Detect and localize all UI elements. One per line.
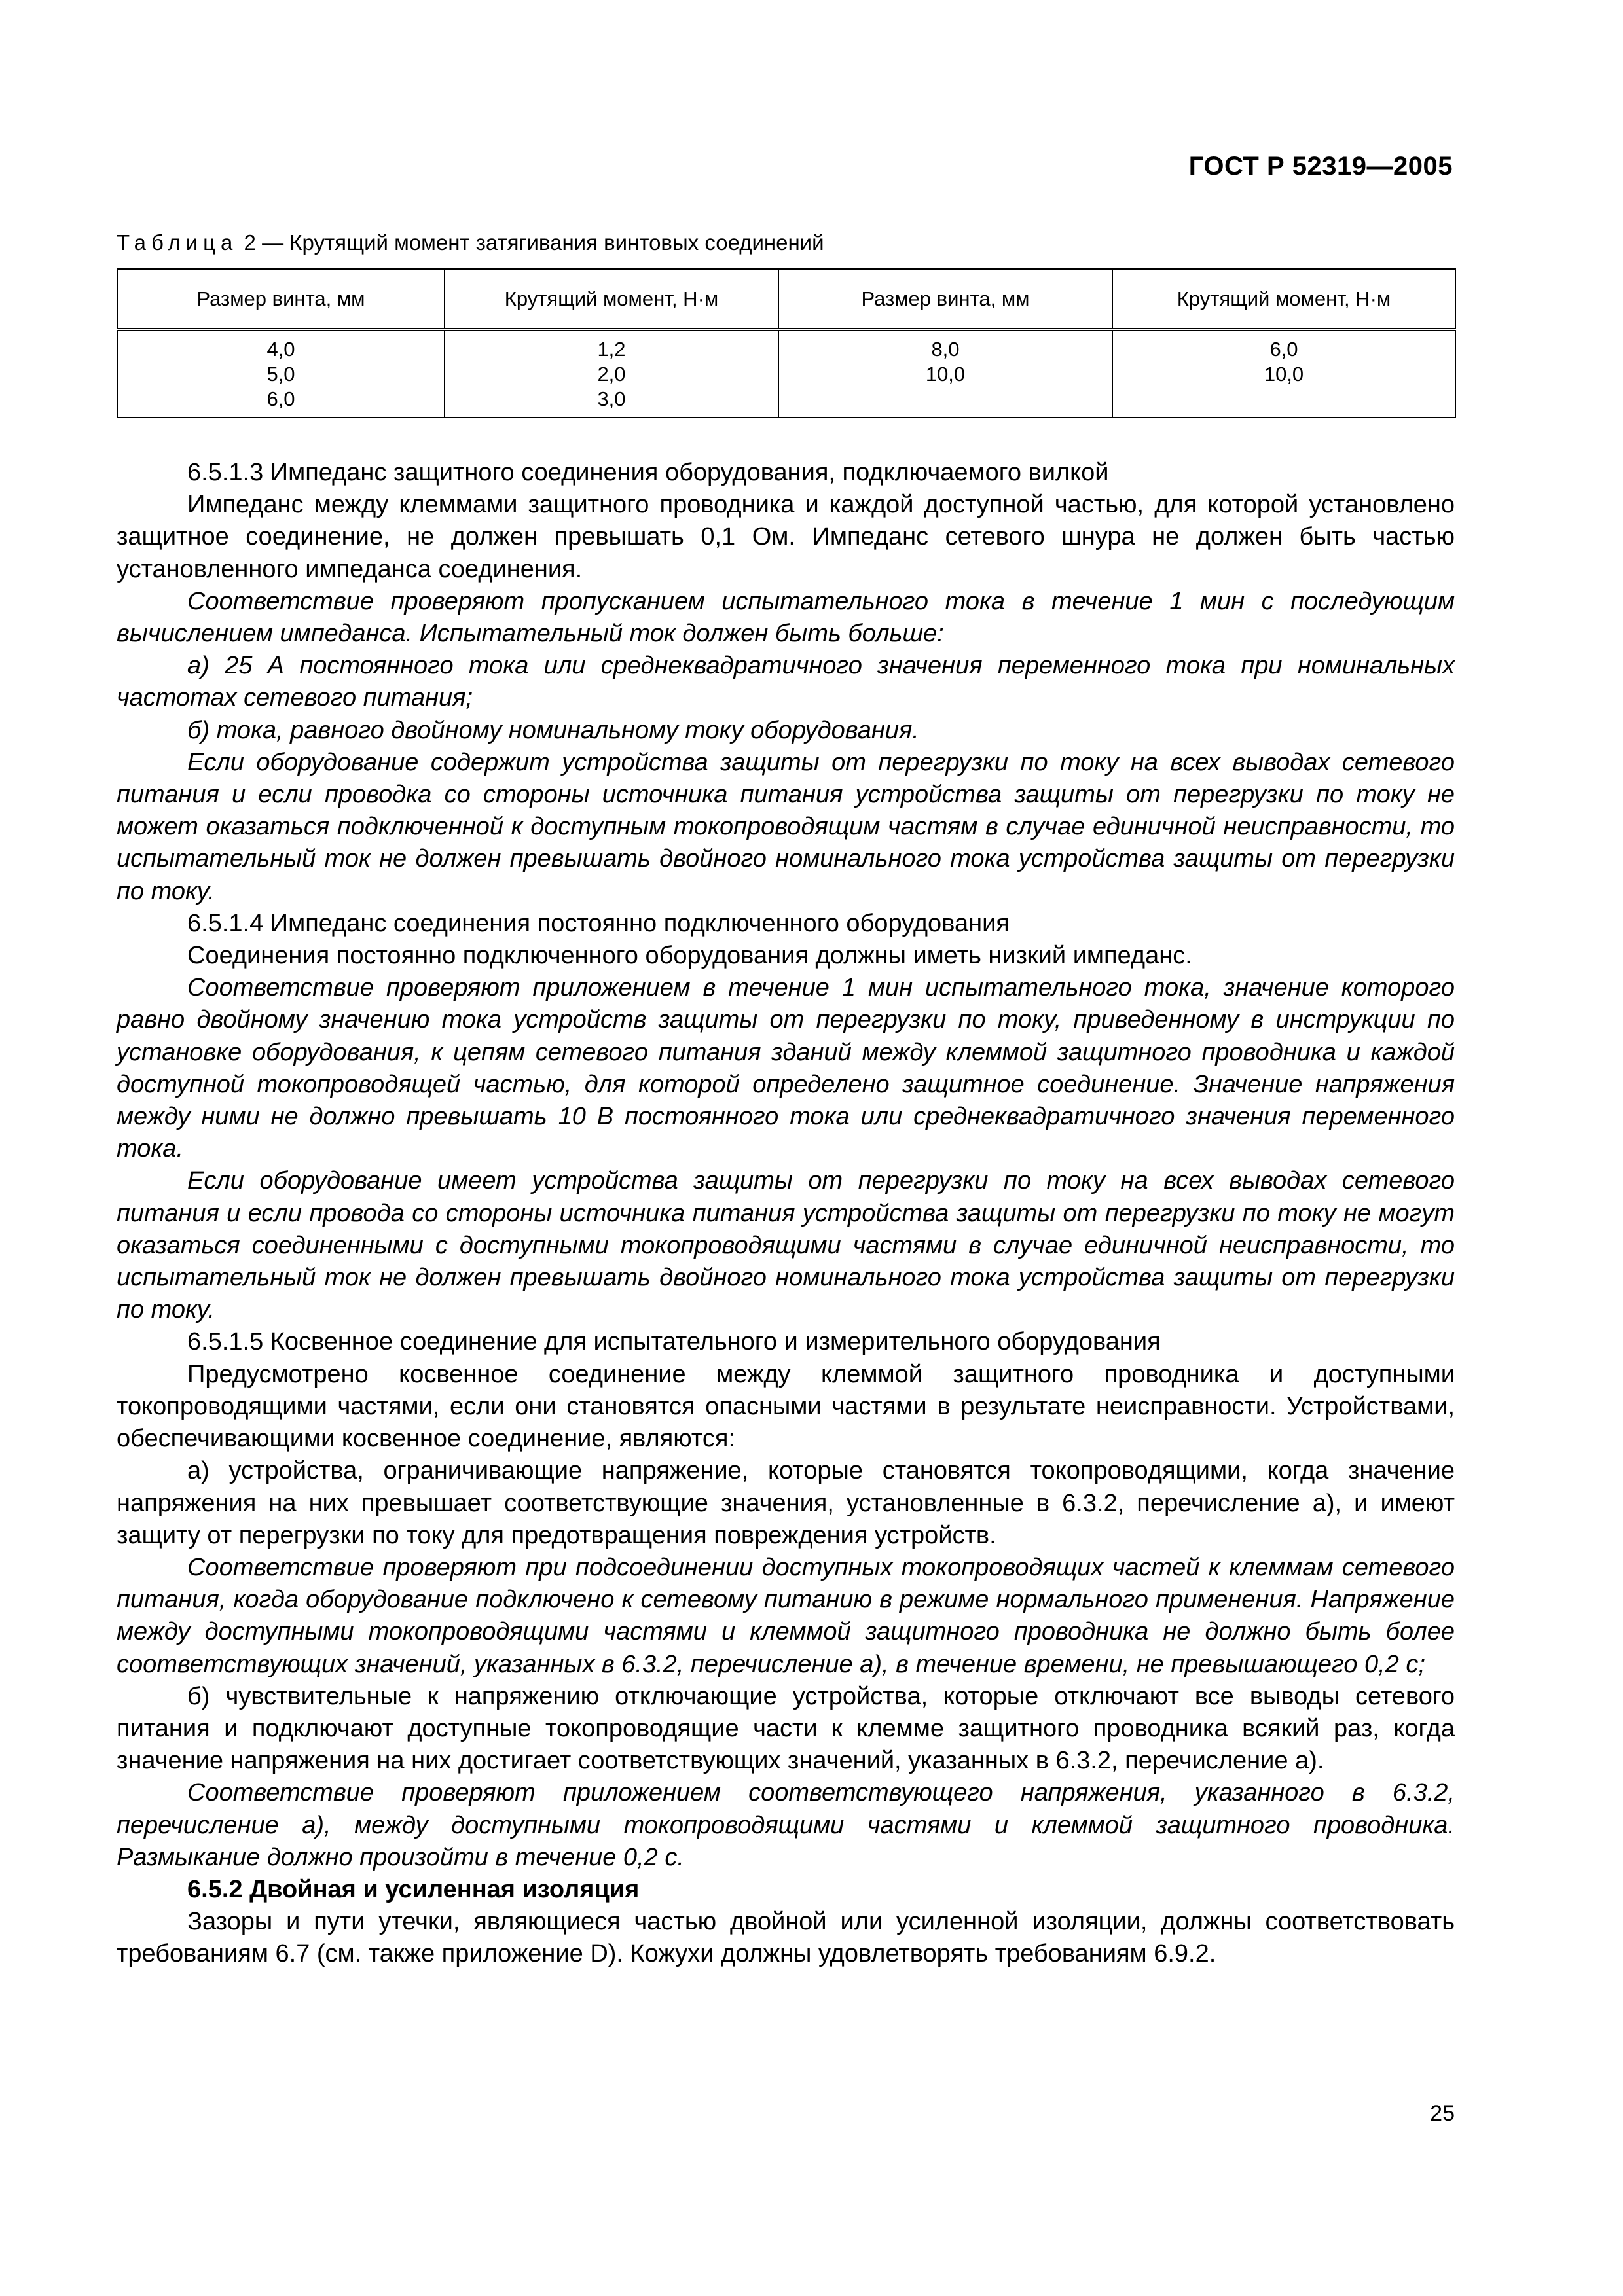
column-header-screw-size-2: Размер винта, мм bbox=[778, 269, 1112, 329]
cell-value: 10,0 bbox=[1264, 363, 1304, 386]
paragraph: Зазоры и пути утечки, являющиеся частью двойной или усиленной изоляции, должны соответствовать требованиям 6.7 (см. также приложение D). Кожухи должны удовлетворять требованиям 6.9.2. bbox=[117, 1908, 1455, 1968]
paragraph: Предусмотрено косвенное соединение между клеммой защитного проводника и доступными токопроводящими частями, если они становятся опасными частями в результате неисправности. Устройствами, обеспечивающими косвенное соединение, являются: bbox=[117, 1360, 1455, 1453]
heading-6-5-2: 6.5.2 Двойная и усиленная изоляция bbox=[187, 1875, 640, 1903]
cell-value: 8,0 bbox=[931, 338, 960, 361]
list-item-a: а) устройства, ограничивающие напряжение, которые становятся токопроводящими, когда значение напряжения на них превышает соответствующие значения, установленные в 6.3.2, перечисление а), и имеют защиту от перегрузки по току для предотвращения повреждения устройств. bbox=[117, 1457, 1455, 1549]
body-text bbox=[117, 457, 1455, 1971]
cell-value: 10,0 bbox=[925, 363, 966, 386]
cell-value: 6,0 bbox=[266, 387, 295, 410]
test-paragraph: Если оборудование имеет устройства защиты от перегрузки по току на всех выводах сетевого питания и если провода со стороны источника питания устройства защиты от перегрузки по току не могут оказаться соединенными с доступными токопроводящими частями в случае единичной неисправности, то испытательный ток не должен превышать двойного номинального тока устройства защиты от перегрузки по току. bbox=[117, 1167, 1455, 1324]
table-header-row bbox=[117, 269, 1455, 329]
table-caption-label: Таблица bbox=[117, 230, 238, 255]
table-cell-torque-2 bbox=[1112, 329, 1455, 418]
test-paragraph: Соответствие проверяют приложением в течение 1 мин испытательного тока, значение которого равно двойному значению тока устройств защиты от перегрузки по току, приведенному в инструкции по установке оборудования, к цепям сетевого питания зданий между клеммой защитного проводника и каждой доступной токопроводящей частью, для которой определено защитное соединение. Значение напряжения между ними не должно превышать 10 В постоянного тока или среднеквадратичного значения переменного тока. bbox=[117, 974, 1455, 1163]
cell-value: 4,0 bbox=[266, 338, 295, 361]
cell-value: 3,0 bbox=[597, 387, 626, 410]
heading-6-5-1-3: 6.5.1.3 Импеданс защитного соединения оборудования, подключаемого вилкой bbox=[187, 459, 1109, 486]
cell-value: 1,2 bbox=[597, 338, 626, 361]
paragraph: Соединения постоянно подключенного оборудования должны иметь низкий импеданс. bbox=[187, 942, 1192, 970]
paragraph: Импеданс между клеммами защитного проводника и каждой доступной частью, для которой установлено защитное соединение, не должен превышать 0,1 Ом. Импеданс сетевого шнура не должен быть частью установленного импеданса соединения. bbox=[117, 491, 1455, 583]
column-header-screw-size-1: Размер винта, мм bbox=[117, 269, 445, 329]
list-item-b: б) тока, равного двойному номинальному току оборудования. bbox=[187, 716, 919, 744]
test-paragraph: Соответствие проверяют пропусканием испытательного тока в течение 1 мин с последующим вычислением импеданса. Испытательный ток должен быть больше: bbox=[117, 587, 1455, 648]
table-caption-text: 2 — Крутящий момент затягивания винтовых соединений bbox=[238, 230, 824, 255]
cell-value: 5,0 bbox=[266, 363, 295, 386]
page-number: 25 bbox=[1430, 2101, 1455, 2126]
cell-value: 6,0 bbox=[1269, 338, 1298, 361]
table-cell-screw-size-1 bbox=[117, 329, 445, 418]
table-cell-screw-size-2 bbox=[778, 329, 1112, 418]
test-paragraph: Если оборудование содержит устройства защиты от перегрузки по току на всех выводах сетевого питания и если проводка со стороны источника питания устройства защиты от перегрузки по току не может оказаться подключенной к доступным токопроводящим частям в случае единичной неисправности, то испытательный ток не должен превышать двойного номинального тока устройства защиты от перегрузки по току. bbox=[117, 748, 1455, 905]
heading-6-5-1-4: 6.5.1.4 Импеданс соединения постоянно подключенного оборудования bbox=[187, 909, 1010, 937]
column-header-torque-2: Крутящий момент, Н·м bbox=[1112, 269, 1455, 329]
column-header-torque-1: Крутящий момент, Н·м bbox=[445, 269, 778, 329]
cell-value: 2,0 bbox=[597, 363, 626, 386]
heading-6-5-1-5: 6.5.1.5 Косвенное соединение для испытательного и измерительного оборудования bbox=[187, 1328, 1161, 1356]
table-row bbox=[117, 329, 1455, 418]
document-code-header: ГОСТ Р 52319—2005 bbox=[1188, 152, 1453, 181]
table-caption bbox=[117, 230, 824, 255]
list-item-b: б) чувствительные к напряжению отключающие устройства, которые отключают все выводы сетевого питания и подключают доступные токопроводящие части к клемме защитного проводника всякий раз, когда значение напряжения на них достигает соответствующих значений, указанных в 6.3.2, перечисление а). bbox=[117, 1682, 1455, 1775]
test-paragraph: Соответствие проверяют приложением соответствующего напряжения, указанного в 6.3.2, перечисление а), между доступными токопроводящими частями и клеммой защитного проводника. Размыкание должно произойти в течение 0,2 с. bbox=[117, 1779, 1455, 1871]
test-paragraph: Соответствие проверяют при подсоединении доступных токопроводящих частей к клеммам сетевого питания, когда оборудование подключено к сетевому питанию в режиме нормального применения. Напряжение между доступными токопроводящими частями и клеммой защитного проводника не должно быть более соответствующих значений, указанных в 6.3.2, перечисление а), в течение времени, не превышающего 0,2 с; bbox=[117, 1553, 1455, 1678]
torque-table bbox=[117, 268, 1456, 418]
table-cell-torque-1 bbox=[445, 329, 778, 418]
list-item-a: а) 25 А постоянного тока или среднеквадратичного значения переменного тока при номинальных частотах сетевого питания; bbox=[117, 652, 1455, 712]
